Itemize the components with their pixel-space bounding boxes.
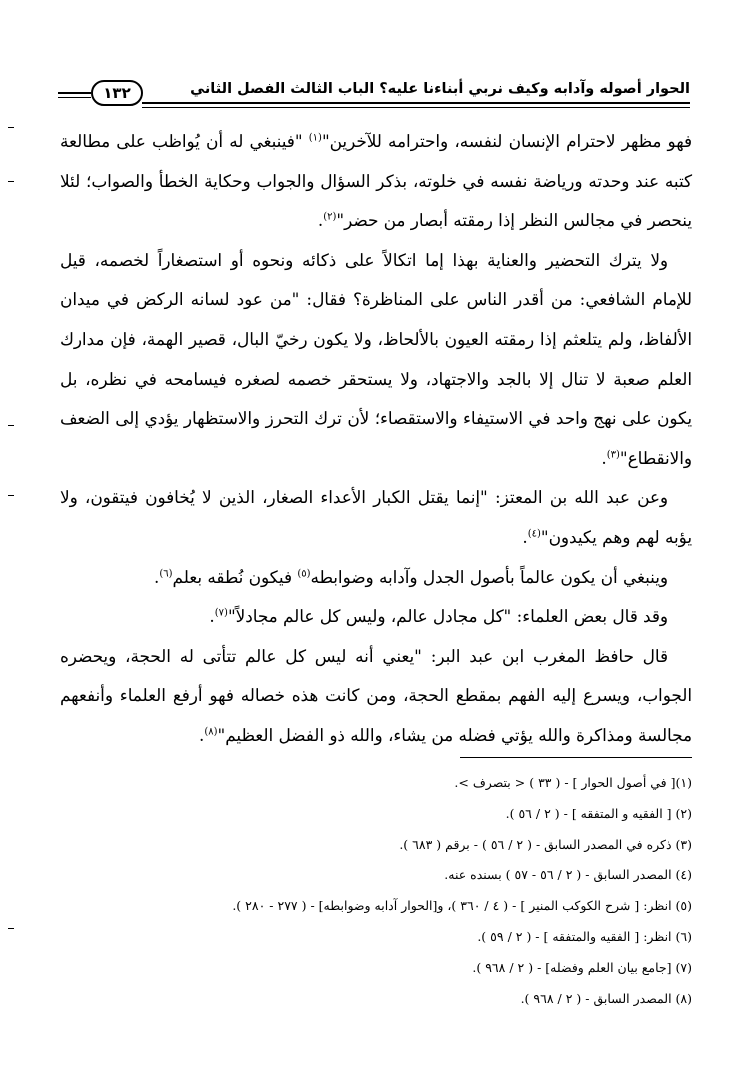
header-rule (142, 102, 690, 108)
footnote-2: (٢) [ الفقيه و المتفقه ] - ( ٢ / ٥٦ ). (505, 805, 692, 821)
page-header (58, 78, 690, 108)
header-left-rule (58, 92, 91, 98)
scan-margin-mark (8, 495, 14, 496)
footnote-ref-6[interactable]: (٦) (159, 567, 173, 579)
scan-margin-mark (8, 928, 14, 929)
footnote-ref-8[interactable]: (٨) (204, 726, 218, 738)
paragraph-6: قال حافظ المغرب ابن عبد البر: "يعني أنه ليس كل عالم تتأتى له الحجة، ويحضره الجواب، ويسرع إليه الفهم بمقطع الحجة، ومن كانت هذه خصاله فهو أرفع العلماء وأنفعهم مجالسة ومذاكرة والله يؤتي فضله من يشاء، والله ذو الفضل العظيم"$^{(٨)}$. (60, 645, 692, 745)
footnote-4: (٤) المصدر السابق - ( ٢ / ٥٦ - ٥٧ ) بسنده عنه. (444, 867, 692, 883)
scan-margin-mark (8, 181, 14, 182)
main-text (60, 122, 692, 756)
running-title: الحوار أصوله وآدابه وكيف نربي أبناءنا عليه؟ الباب الثالث الفصل الثاني (190, 81, 690, 97)
paragraph-4: وينبغي أن يكون عالماً بأصول الجدل وآدابه وضوابطه$^{(٥)}$ فيكون نُطقه بعلم$^{(٦)}$. (154, 566, 668, 587)
footnote-ref-3[interactable]: (٣) (606, 449, 620, 461)
paragraph-1: فهو مظهر لاحترام الإنسان لنفسه، واحترامه للآخرين"$^{(١)}$ "فينبغي له أن يُواظب على مطالعة كتبه عند وحدته ورياضة نفسه في خلوته، بذكر السؤال والجواب وحكاية الخطأ والصواب؛ لئلا ينحصر في مجالس النظر إذا رمقته أبصار من حضر"$^{(٢)}$. (60, 131, 692, 231)
footnote-5: (٥) انظر: [ شرح الكوكب المنير ] - ( ٤ / ٣٦٠ )، و[الحوار آدابه وضوابطه] - ( ٢٧٧ - ٢٨٠ ). (232, 898, 692, 914)
footnote-ref-2[interactable]: (٢) (323, 211, 337, 223)
footnote-6: (٦) انظر: [ الفقيه والمتفقه ] - ( ٢ / ٥٩ ). (477, 928, 692, 944)
footnote-ref-5[interactable]: (٥) (297, 567, 311, 579)
footnotes (60, 768, 692, 1014)
footnote-8: (٨) المصدر السابق - ( ٢ / ٩٦٨ ). (520, 990, 692, 1006)
scan-margin-mark (8, 127, 14, 128)
paragraph-3: وعن عبد الله بن المعتز: "إنما يقتل الكبار الأعداء الصغار، الذين لا يُخافون فيتقون، ولا يؤبه لهم وهم يكيدون"$^{(٤)}$. (60, 487, 692, 547)
footnote-ref-7[interactable]: (٧) (214, 607, 228, 619)
footnote-separator (460, 757, 692, 758)
footnote-3: (٣) ذكره في المصدر السابق - ( ٢ / ٥٦ ) - برقم ( ٦٨٣ ). (399, 836, 692, 852)
scan-margin-mark (8, 425, 14, 426)
footnote-ref-1[interactable]: (١) (308, 132, 322, 144)
footnote-7: (٧) [جامع بيان العلم وفضله] - ( ٢ / ٩٦٨ ). (472, 959, 692, 975)
footnote-1: (١)[ في أصول الحوار ] - ( ٣٣ ) < بتصرف >. (454, 775, 692, 790)
paragraph-2: ولا يترك التحضير والعناية بهذا إما اتكالاً على ذكائه ونحوه أو استصغاراً لخصمه، قيل للإمام الشافعي: من أقدر الناس على المناظرة؟ فقال: "من عود لسانه الركض في ميدان الألفاظ، ولم يتلعثم إذا رمقته العيون بالألحاظ، ولا يكون رخيّ البال، قصير الهمة، فإن مدارك العلم صعبة لا تنال إلا بالجد والاجتهاد، ولا يستحقر خصمه لصغره فيسامحه في نظره، بل يكون على نهج واحد في الاستيفاء والاستقصاء؛ لأن ترك التحرز والاستظهار يؤدي إلى الضعف والانقطاع"$^{(٣)}$. (60, 249, 692, 468)
footnote-ref-4[interactable]: (٤) (527, 528, 541, 540)
page-number: ١٣٢ (91, 80, 143, 106)
paragraph-5: وقد قال بعض العلماء: "كل مجادل عالم، وليس كل عالم مجادلاً"$^{(٧)}$. (209, 606, 668, 627)
